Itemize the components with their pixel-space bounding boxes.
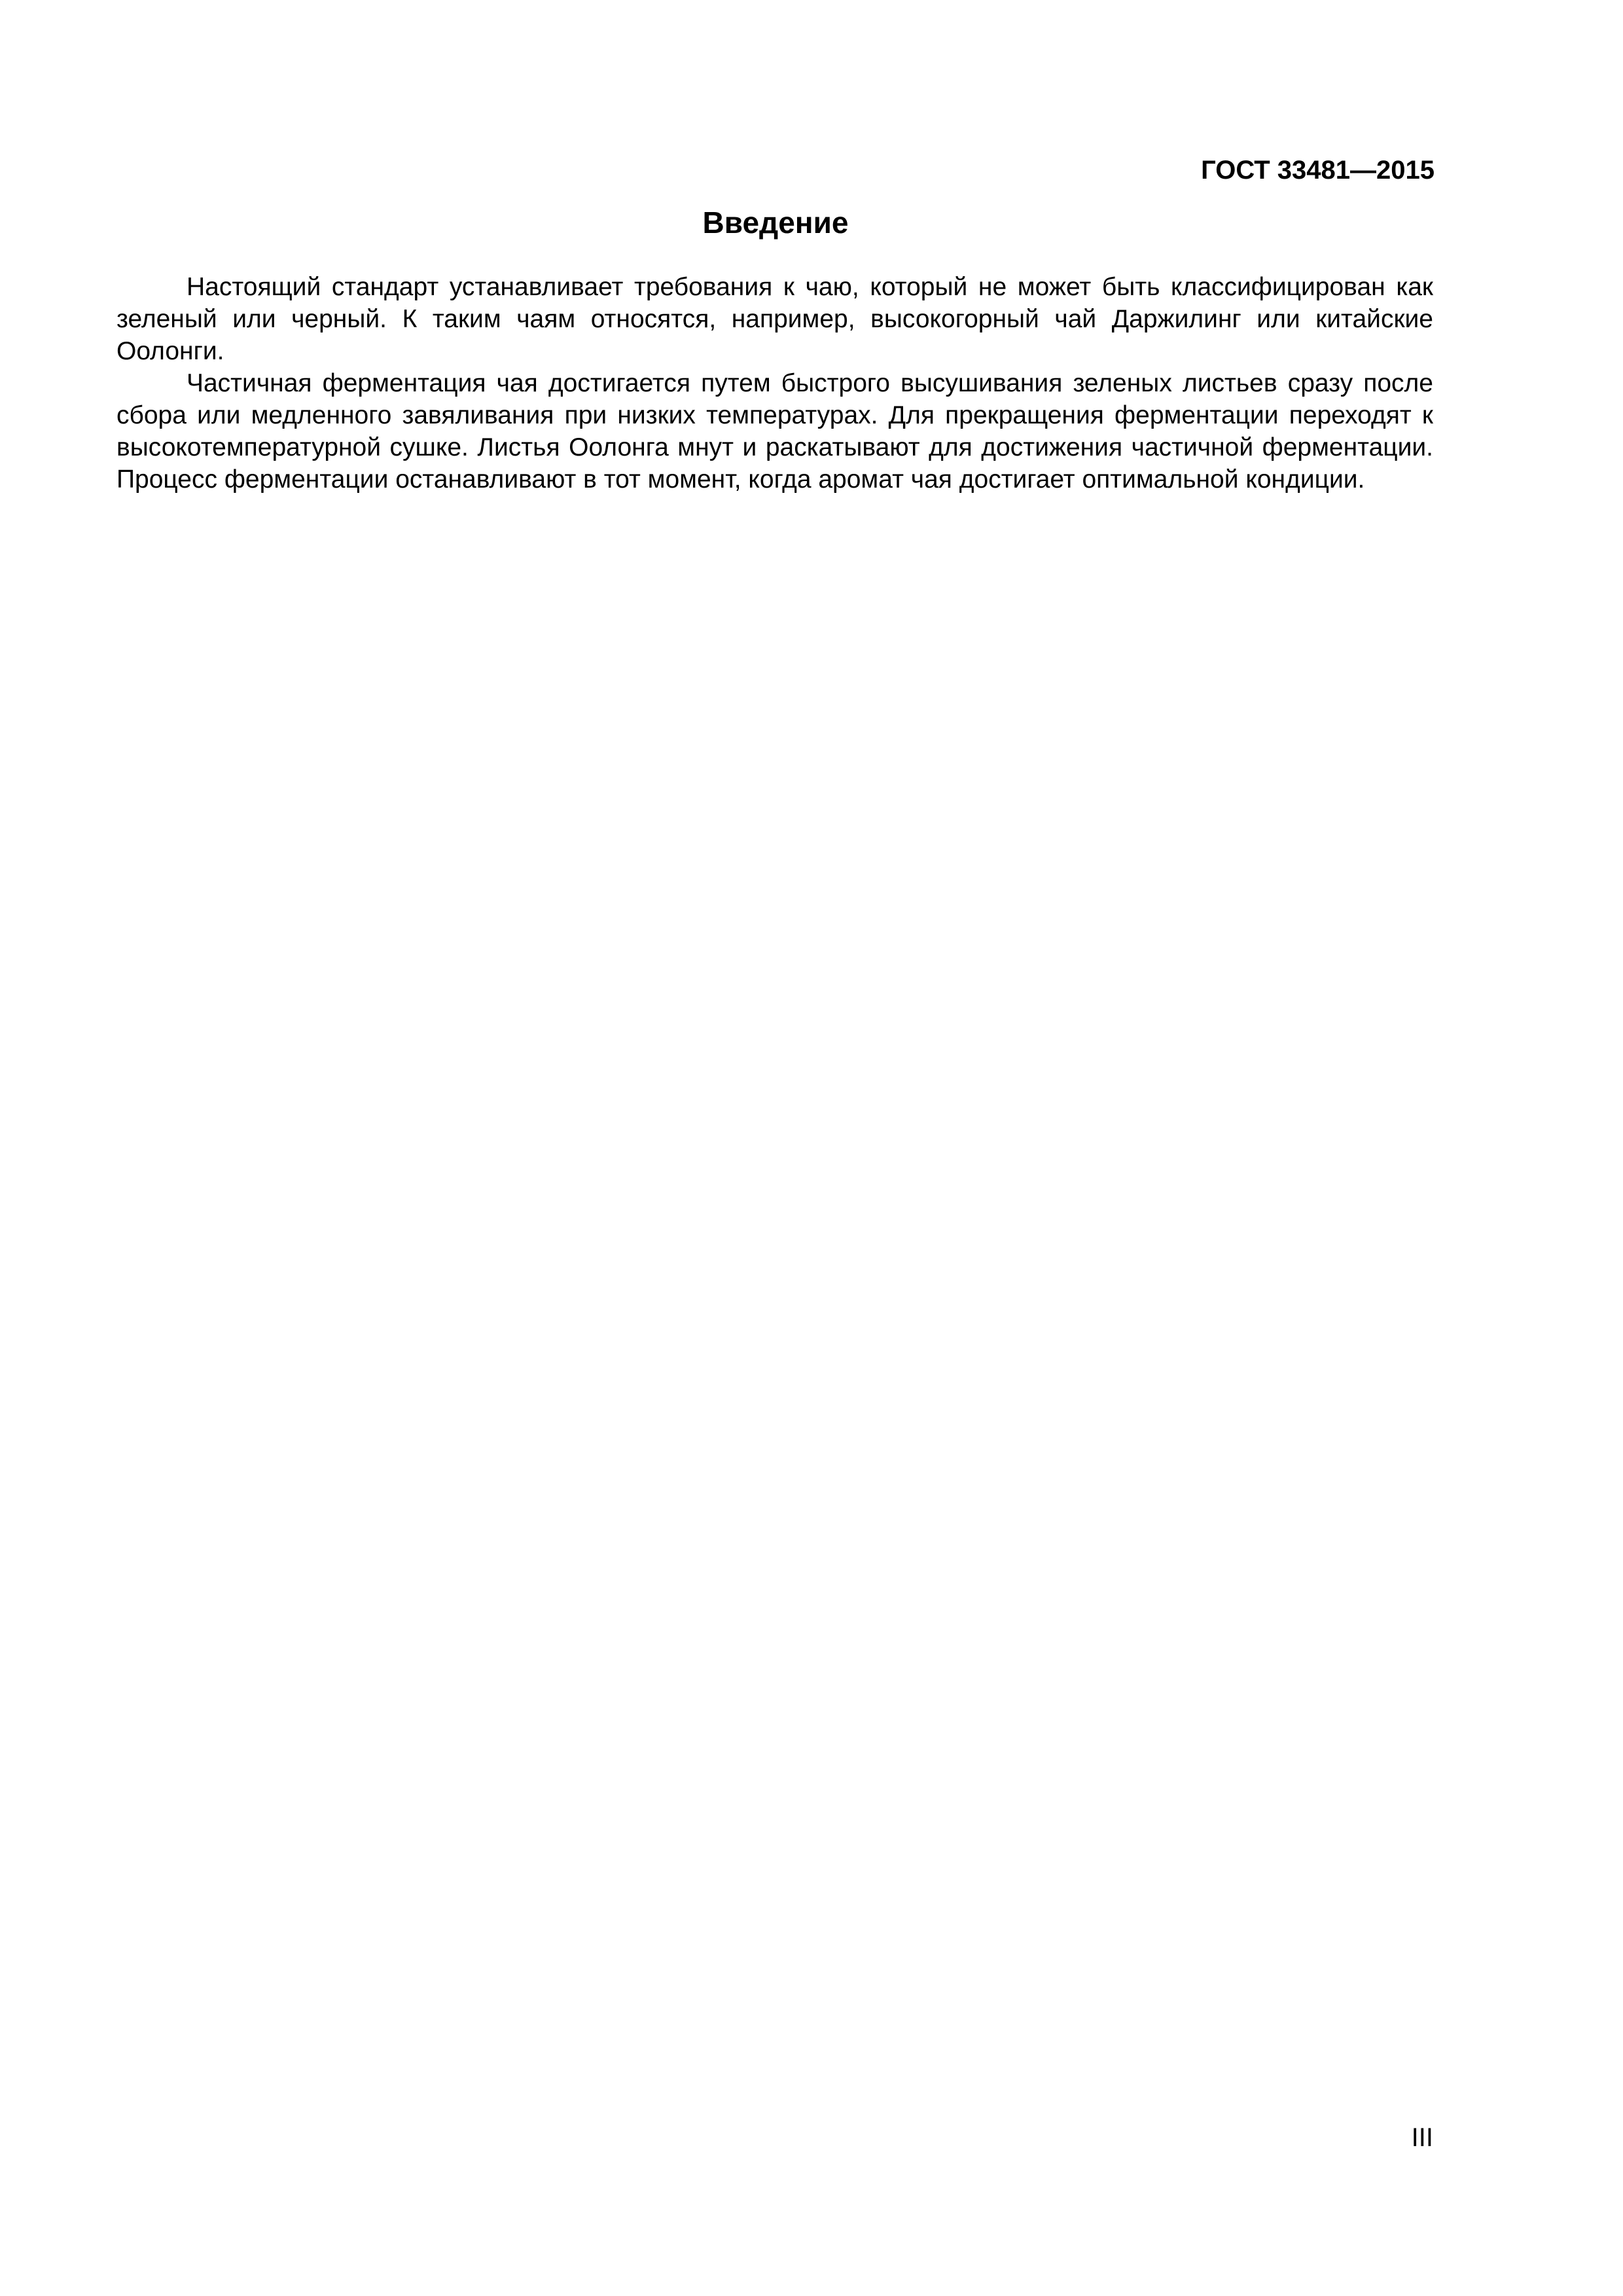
paragraph-2: Частичная ферментация чая достигается путем быстрого высушивания зеленых листьев сразу после сбора или медленного завяливания при низких температурах. Для прекращения ферментации переходят к высокотемпературной сушке. Листья Оолонга мнут и раскатывают для достижения частичной ферментации. Процесс ферментации останавливают в тот момент, когда аромат чая достигает оптимальной кондиции. (116, 369, 1433, 493)
section-title: Введение (702, 206, 849, 240)
paragraph-1: Настоящий стандарт устанавливает требования к чаю, который не может быть классифицирован как зеленый или черный. К таким чаям относятся, например, высокогорный чай Даржилинг или китайские Оолонги. (116, 273, 1433, 365)
body-text (116, 271, 1433, 495)
document-code: ГОСТ 33481—2015 (1201, 156, 1435, 185)
page-number: III (1411, 2123, 1433, 2152)
